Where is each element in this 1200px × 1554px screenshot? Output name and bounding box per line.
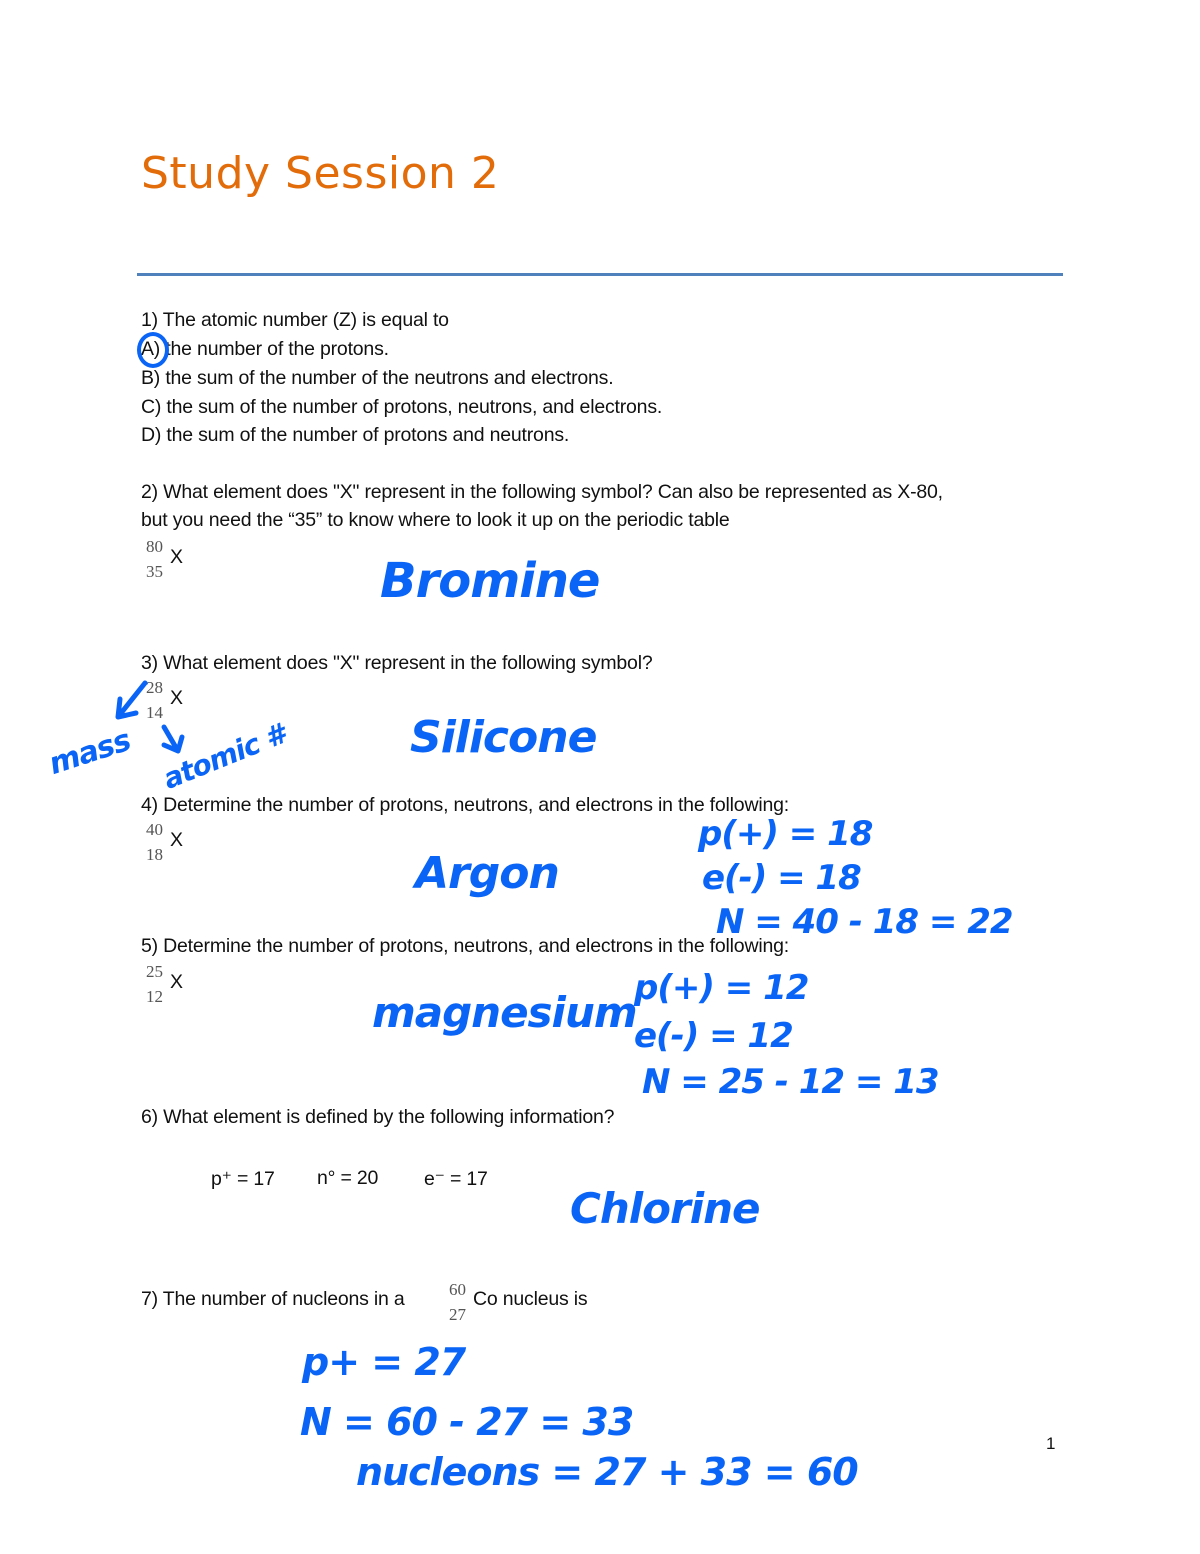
question-2-line-2: but you need the “35” to know where to look it up on the periodic table bbox=[141, 509, 730, 531]
handwritten-work-line: N = 25 - 12 = 13 bbox=[642, 1062, 939, 1102]
question-1-option-d: D) the sum of the number of protons and neutrons. bbox=[141, 424, 570, 446]
question-1-stem: 1) The atomic number (Z) is equal to bbox=[141, 309, 449, 331]
question-7-stem-end: Co nucleus is bbox=[473, 1288, 588, 1310]
proton-count: p⁺ = 17 bbox=[211, 1168, 275, 1190]
electron-count: e⁻ = 17 bbox=[424, 1168, 488, 1190]
handwritten-work-line: p(+) = 18 bbox=[698, 814, 873, 854]
question-1-option-b: B) the sum of the number of the neutrons and electrons. bbox=[141, 367, 614, 389]
question-7-stem: 7) The number of nucleons in a bbox=[141, 1288, 405, 1310]
handwritten-work-line: N = 60 - 27 = 33 bbox=[300, 1400, 634, 1444]
isotope-symbol: X bbox=[170, 971, 184, 993]
isotope-symbol: X bbox=[170, 829, 184, 851]
question-2-line-1: 2) What element does "X" represent in the following symbol? Can also be represented as X-80, bbox=[141, 481, 943, 503]
isotope-symbol: X bbox=[170, 687, 184, 709]
handwritten-answer-silicone: Silicone bbox=[410, 712, 597, 763]
isotope-atomic-number: 27 bbox=[449, 1305, 466, 1324]
handwritten-note-mass: mass bbox=[44, 722, 135, 783]
question-6-stem: 6) What element is defined by the following information? bbox=[141, 1106, 615, 1128]
isotope-mass-number: 25 bbox=[146, 962, 163, 981]
handwritten-note-atomic: atomic # bbox=[158, 717, 290, 796]
handwritten-work-line: p+ = 27 bbox=[302, 1340, 466, 1384]
answer-circle-mark bbox=[137, 332, 169, 368]
handwritten-work-line: p(+) = 12 bbox=[634, 968, 809, 1008]
isotope-mass-number: 28 bbox=[146, 678, 163, 697]
question-3-stem: 3) What element does "X" represent in the following symbol? bbox=[141, 652, 653, 674]
isotope-atomic-number: 18 bbox=[146, 845, 163, 864]
handwritten-answer-argon: Argon bbox=[415, 848, 559, 899]
handwritten-answer-bromine: Bromine bbox=[380, 553, 600, 609]
neutron-count: n° = 20 bbox=[317, 1167, 379, 1189]
handwritten-work-line: e(-) = 18 bbox=[702, 858, 861, 898]
page-number: 1 bbox=[1046, 1434, 1056, 1453]
isotope-mass-number: 40 bbox=[146, 820, 163, 839]
handwritten-answer-magnesium: magnesium bbox=[372, 988, 637, 1037]
isotope-symbol: X bbox=[170, 546, 184, 568]
isotope-mass-number: 80 bbox=[146, 537, 163, 556]
question-4-stem: 4) Determine the number of protons, neutrons, and electrons in the following: bbox=[141, 794, 789, 816]
isotope-atomic-number: 35 bbox=[146, 562, 163, 581]
page-title: Study Session 2 bbox=[141, 148, 500, 199]
handwritten-work-line: N = 40 - 18 = 22 bbox=[716, 902, 1013, 942]
question-5-stem: 5) Determine the number of protons, neutrons, and electrons in the following: bbox=[141, 935, 789, 957]
handwritten-work-line: nucleons = 27 + 33 = 60 bbox=[356, 1450, 858, 1494]
isotope-atomic-number: 12 bbox=[146, 987, 163, 1006]
handwritten-answer-chlorine: Chlorine bbox=[570, 1184, 760, 1233]
isotope-atomic-number: 14 bbox=[146, 703, 163, 722]
question-1-option-c: C) the sum of the number of protons, neutrons, and electrons. bbox=[141, 396, 663, 418]
isotope-mass-number: 60 bbox=[449, 1280, 466, 1299]
question-1-option-a: A) the number of the protons. bbox=[141, 338, 389, 360]
title-divider bbox=[137, 273, 1063, 276]
handwritten-work-line: e(-) = 12 bbox=[634, 1016, 793, 1056]
